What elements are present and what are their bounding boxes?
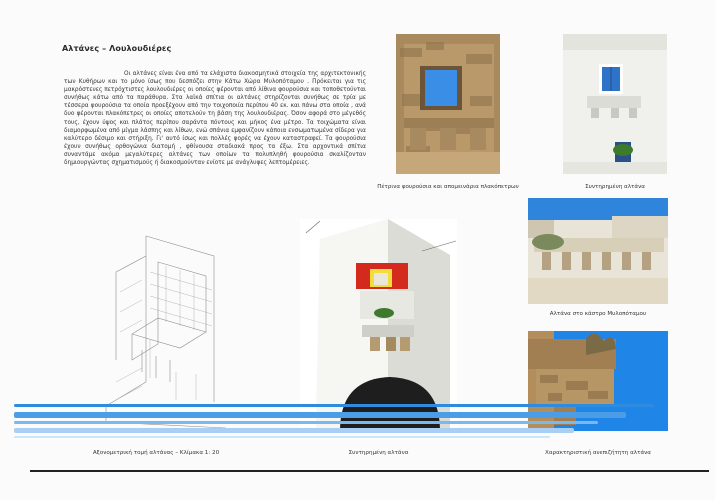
caption-stone-corbels: Πέτρινα φουρούσια και απομεινάρια πλακόπετρων: [377, 184, 519, 190]
caption-preserved-center: Συντηρημένη αλτάνα: [348, 450, 409, 456]
axonometric-drawing-image: [76, 232, 236, 432]
photo-preserved-top-image: [563, 34, 667, 174]
photo-preserved-center: [300, 219, 457, 431]
blue-band-2: [14, 412, 626, 418]
caption-axonometric: Αξονομετρική τομή αλτάνας – Κλίμακα 1: 20: [92, 450, 220, 456]
photo-stone-corbels-image: [396, 34, 500, 174]
bottom-rule: [30, 470, 703, 472]
photo-preserved-center-image: [300, 219, 457, 431]
caption-preserved-top: Συντηρημένη αλτάνα: [585, 184, 645, 190]
photo-preserved-top: [563, 34, 667, 174]
blue-band-5: [14, 436, 550, 438]
page-title: Αλτάνες – Λουλουδιέρες: [62, 44, 172, 53]
blue-band-3: [14, 421, 598, 424]
caption-unrepaired: Χαρακτηριστική ανεπιζήτητη αλτάνα: [545, 450, 651, 456]
caption-castle: Αλτάνα στο κάστρο Μυλοπόταμου: [549, 311, 647, 317]
photo-castle: [528, 198, 668, 304]
axonometric-drawing: [76, 232, 236, 432]
photo-castle-image: [528, 198, 668, 304]
blue-band-4: [14, 428, 574, 433]
photo-stone-corbels: [396, 34, 500, 174]
blue-band-1: [14, 404, 654, 407]
corner-rule: [693, 470, 709, 472]
body-text: Οι αλτάνες είναι ένα από τα ελάχιστα διακοσμητικά στοιχεία της αρχιτεκτονικής των Κυθήρων και το μόνο ίσως που δεσπόζει στην Κάτω Χώρα Μυλοπόταμου . Πρόκειται για τις μακρόστενες πετρόχτιστες λουλουδιέρες οι οποίες φέρονται από λίθινα φουρούσια και τοποθετούνται συνήθως κάτω από τα παράθυρα. Στα λαϊκά σπίτια οι αλτάνες στηρίζονται συνήθως σε τρία με τέσσερα φουρούσια τα οποία προεξέχουν από την τοιχοποιία περίπου 40 εκ. και πάνω στα οποία , ανά δυο φέρονται πλακόπετρες οι οποίες αποτελούν τη βάση της λουλουδιέρας. Όσον αφορά στο μέγεθός τους, έχουν ύψος και πλάτος περίπου σαράντα πόντους και μήκος ένα μέτρο. Τα τοιχώματα είναι διαμορφωμένα από μίγμα λάσπης και λίθων, ενώ σπάνια εμφανίζουν κάποια ενσωματωμένα σίδερα για καλύτερο δέσιμο και στήριξη. Γι' αυτό ίσως και πολλές φορές να έχουν καταστραφεί. Τα φουρούσια έχουν συνήθως ορθογώνια διατομή , φθίνουσα σταδιακά προς τα έξω. Στα αρχοντικά σπίτια συναντάμε ακόμα μεγαλύτερες αλτάνες των οποίων τα πολυπληθή φουρούσια σκαλίζονταν δημιουργώντας σχηματισμούς ή διακοσμούνταν ενίοτε με ανάγλυφες λεπτομέρειες.: [64, 71, 366, 167]
